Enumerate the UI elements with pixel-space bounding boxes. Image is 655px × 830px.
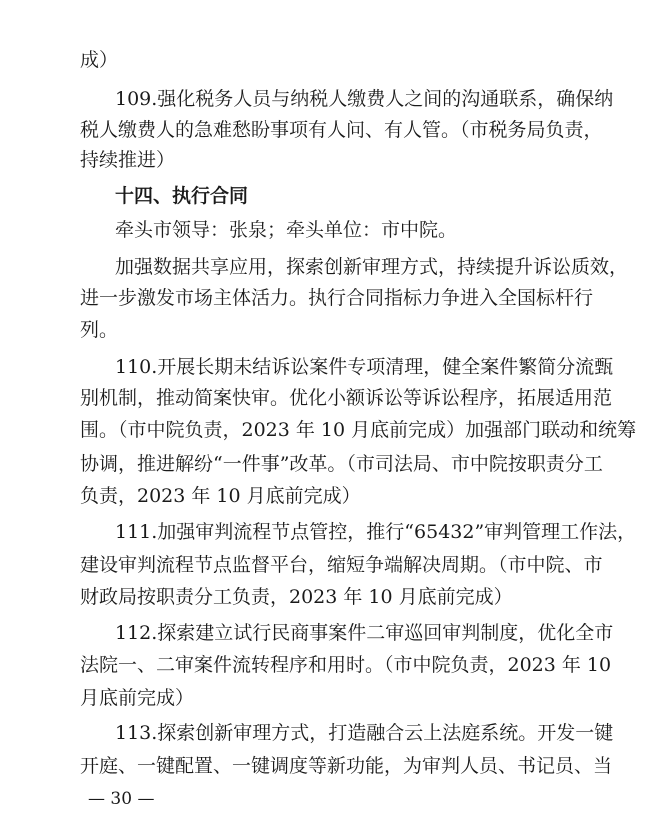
- text-line: 开庭、一键配置、一键调度等新功能，为审判人员、书记员、当: [80, 755, 613, 777]
- text-line: 110.开展长期未结诉讼案件专项清理，健全案件繁简分流甄: [115, 356, 614, 378]
- text-line: 进一步激发市场主体活力。执行合同指标力争进入全国标杆行: [80, 287, 594, 309]
- text-line: 列。: [80, 319, 119, 341]
- text-line: 112.探索建立试行民商事案件二审巡回审判制度，优化全市: [115, 622, 614, 644]
- text-line: 持续推进）: [80, 149, 176, 171]
- text-line: 建设审判流程节点监督平台，缩短争端解决周期。（市中院、市: [80, 554, 603, 576]
- text-line: 加强数据共享应用，探索创新审理方式，持续提升诉讼质效，: [115, 256, 629, 278]
- section-heading: 十四、执行合同: [115, 185, 249, 207]
- text-line: 法院一、二审案件流转程序和用时。（市中院负责，2023 年 10: [80, 654, 612, 676]
- text-line: 牵头市领导：张泉；牵头单位：市中院。: [115, 219, 458, 241]
- text-line: 109.强化税务人员与纳税人缴费人之间的沟通联系，确保纳: [115, 88, 614, 110]
- text-line: 协调，推进解纷“一件事”改革。（市司法局、市中院按职责分工: [80, 453, 603, 475]
- text-line: 负责，2023 年 10 月底前完成）: [80, 485, 361, 507]
- page-number: — 30 —: [88, 789, 155, 809]
- text-line: 别机制，推动简案快审。优化小额诉讼等诉讼程序，拓展适用范: [80, 387, 613, 409]
- text-line: 113.探索创新审理方式，打造融合云上法庭系统。开发一键: [115, 722, 614, 744]
- text-line: 财政局按职责分工负责，2023 年 10 月底前完成）: [80, 586, 513, 608]
- text-line: 111.加强审判流程节点管控，推行“65432”审判管理工作法，: [115, 521, 637, 543]
- text-line: 成）: [80, 49, 119, 71]
- text-line: 税人缴费人的急难愁盼事项有人问、有人管。（市税务局负责，: [80, 119, 603, 141]
- text-line: 月底前完成）: [80, 687, 195, 709]
- text-line: 围。（市中院负责，2023 年 10 月底前完成）加强部门联动和统筹: [80, 419, 637, 441]
